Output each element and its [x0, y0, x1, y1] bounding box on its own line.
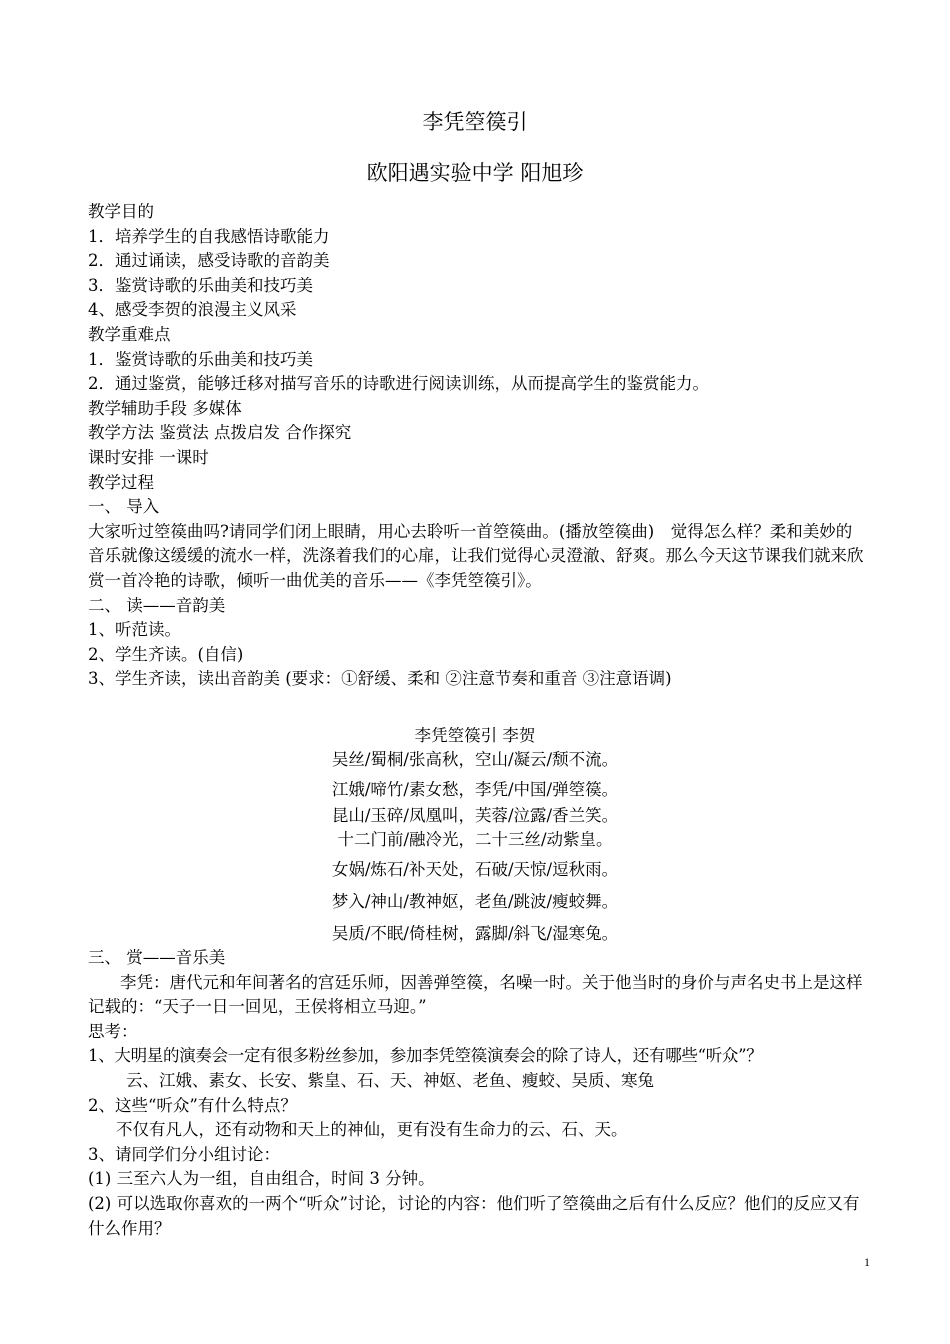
- text-line: 教学目的: [88, 202, 154, 221]
- text-line: 1．培养学生的自我感悟诗歌能力: [88, 226, 330, 246]
- question-line: 1、大明星的演奏会一定有很多粉丝参加，参加李凭箜篌演奏会的除了诗人，还有哪些“听众”？: [88, 1046, 763, 1066]
- poem-line: 吴丝/蜀桐/张高秋，空山/凝云/颓不流。: [331, 750, 619, 769]
- text-line: 2、学生齐读。(自信): [88, 644, 244, 664]
- author-line: 欧阳遇实验中学 阳旭珍: [366, 161, 584, 185]
- text-line: 思考：: [88, 1021, 138, 1041]
- page-number: 1: [864, 1255, 870, 1269]
- text-line: 2．通过诵读，感受诗歌的音韵美: [88, 251, 330, 271]
- text-line: 课时安排 一课时: [88, 447, 209, 467]
- poem-line: 女娲/炼石/补天处，石破/天惊/逗秋雨。: [331, 860, 619, 879]
- text-line: 1、听范读。: [88, 620, 181, 640]
- text-line: 4、感受李贺的浪漫主义风采: [88, 300, 297, 320]
- li-ping-paragraph: 李凭：唐代元和年间著名的宫廷乐师，因善弹箜篌，名噪一时。关于他当时的身价与声名史书上是这样记载的：“天子一日一回见，王侯将相立马迎。”: [88, 972, 863, 1017]
- document-title: 李凭箜篌引: [422, 110, 528, 134]
- answer-line: 不仅有凡人，还有动物和天上的神仙，更有没有生命力的云、石、天。: [116, 1120, 628, 1140]
- text-line: 3．鉴赏诗歌的乐曲美和技巧美: [88, 275, 313, 295]
- section-heading: 二、 读——音韵美: [88, 595, 226, 615]
- question-line: 3、请同学们分小组讨论：: [88, 1144, 280, 1164]
- poem-line: 十二门前/融冷光，二十三丝/动紫皇。: [337, 830, 613, 849]
- poem-line: 梦入/神山/教神妪，老鱼/跳波/瘦蛟舞。: [331, 892, 619, 911]
- section-appreciation: [88, 946, 868, 1241]
- poem-line: 昆山/玉碎/凤凰叫，芙蓉/泣露/香兰笑。: [331, 806, 619, 825]
- answer-line: 云、江娥、素女、长安、紫皇、石、天、神妪、老鱼、瘦蛟、吴质、寒兔: [126, 1070, 654, 1090]
- text-line: 教学过程: [88, 472, 154, 492]
- text-line: 教学方法 鉴赏法 点拨启发 合作探究: [88, 423, 352, 443]
- poem-line: 江娥/啼竹/素女愁，李凭/中国/弹箜篌。: [331, 780, 619, 799]
- poem-line: 吴质/不眠/倚桂树，露脚/斜飞/湿寒兔。: [331, 924, 619, 943]
- discussion-line: (1) 三至六人为一组，自由组合，时间 3 分钟。: [88, 1169, 435, 1189]
- section-heading: 一、 导入: [88, 497, 160, 517]
- poem-heading: 李凭箜篌引 李贺: [414, 726, 536, 745]
- discussion-line: (2) 可以选取你喜欢的一两个“听众”讨论，讨论的内容：他们听了箜篌曲之后有什么反应？他们的反应又有什么作用？: [88, 1193, 860, 1238]
- question-line: 2、这些“听众”有什么特点？: [88, 1095, 297, 1115]
- text-line: 2．通过鉴赏，能够迁移对描写音乐的诗歌进行阅读训练，从而提高学生的鉴赏能力。: [88, 374, 709, 394]
- text-line: 教学重难点: [88, 324, 171, 344]
- text-line: 3、学生齐读，读出音韵美 (要求：①舒缓、柔和 ②注意节奏和重音 ③注意语调): [88, 669, 672, 689]
- lesson-body: [88, 200, 868, 692]
- text-line: 教学辅助手段 多媒体: [88, 398, 242, 418]
- text-line: 1．鉴赏诗歌的乐曲美和技巧美: [88, 349, 313, 369]
- section-heading: 三、 赏——音乐美: [88, 948, 226, 967]
- intro-paragraph: 大家听过箜篌曲吗?请同学们闭上眼睛，用心去聆听一首箜篌曲。(播放箜篌曲) 觉得怎么样？柔和美妙的音乐就像这缓缓的流水一样，洗涤着我们的心扉，让我们觉得心灵澄澈、舒爽。那么今天这节课我们就来欣赏一首冷艳的诗歌，倾听一曲优美的音乐——《李凭箜篌引》。: [88, 521, 864, 590]
